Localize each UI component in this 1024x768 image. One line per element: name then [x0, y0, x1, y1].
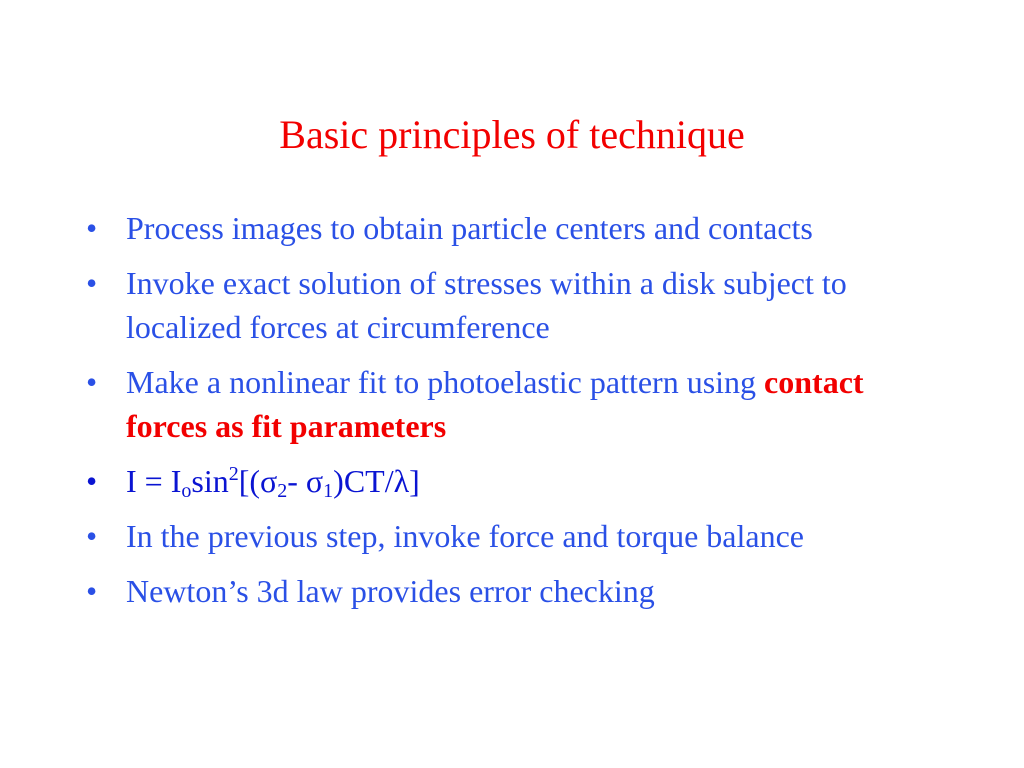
formula-open: [(σ	[238, 463, 278, 499]
emphasis-text: contact forces as fit parameters	[126, 364, 864, 444]
formula-subscript-1: 1	[323, 480, 334, 502]
bullet-item-process-images	[86, 206, 946, 250]
bullet-icon: •	[86, 573, 98, 609]
bullet-icon: •	[86, 364, 98, 400]
formula-superscript-2: 2	[228, 463, 239, 485]
bullet-icon: •	[86, 518, 98, 554]
bullet-item-force-balance	[86, 514, 946, 558]
bullet-list	[86, 206, 946, 624]
bullet-icon: •	[86, 265, 98, 301]
bullet-text: Process images to obtain particle centers and contacts	[126, 210, 813, 246]
bullet-item-formula	[86, 459, 946, 503]
formula-minus: - σ	[287, 463, 324, 499]
formula-close: )CT/λ]	[333, 463, 420, 499]
bullet-item-newtons-law	[86, 569, 946, 613]
bullet-text: Newton’s 3d law provides error checking	[126, 573, 655, 609]
formula-lhs: I = I	[126, 463, 182, 499]
bullet-icon: •	[86, 463, 98, 499]
formula-sin: sin	[191, 463, 229, 499]
bullet-text: Make a nonlinear fit to photoelastic pattern using	[126, 364, 757, 400]
bullet-item-exact-solution	[86, 261, 946, 349]
formula	[126, 463, 420, 502]
bullet-item-nonlinear-fit	[86, 360, 946, 448]
bullet-text: In the previous step, invoke force and torque balance	[126, 518, 804, 554]
formula-subscript-o: o	[181, 480, 192, 502]
bullet-text: Invoke exact solution of stresses within a disk subject to localized forces at circumference	[126, 265, 847, 345]
bullet-icon: •	[86, 210, 98, 246]
slide-title: Basic principles of technique	[279, 112, 745, 157]
formula-subscript-2: 2	[277, 480, 288, 502]
